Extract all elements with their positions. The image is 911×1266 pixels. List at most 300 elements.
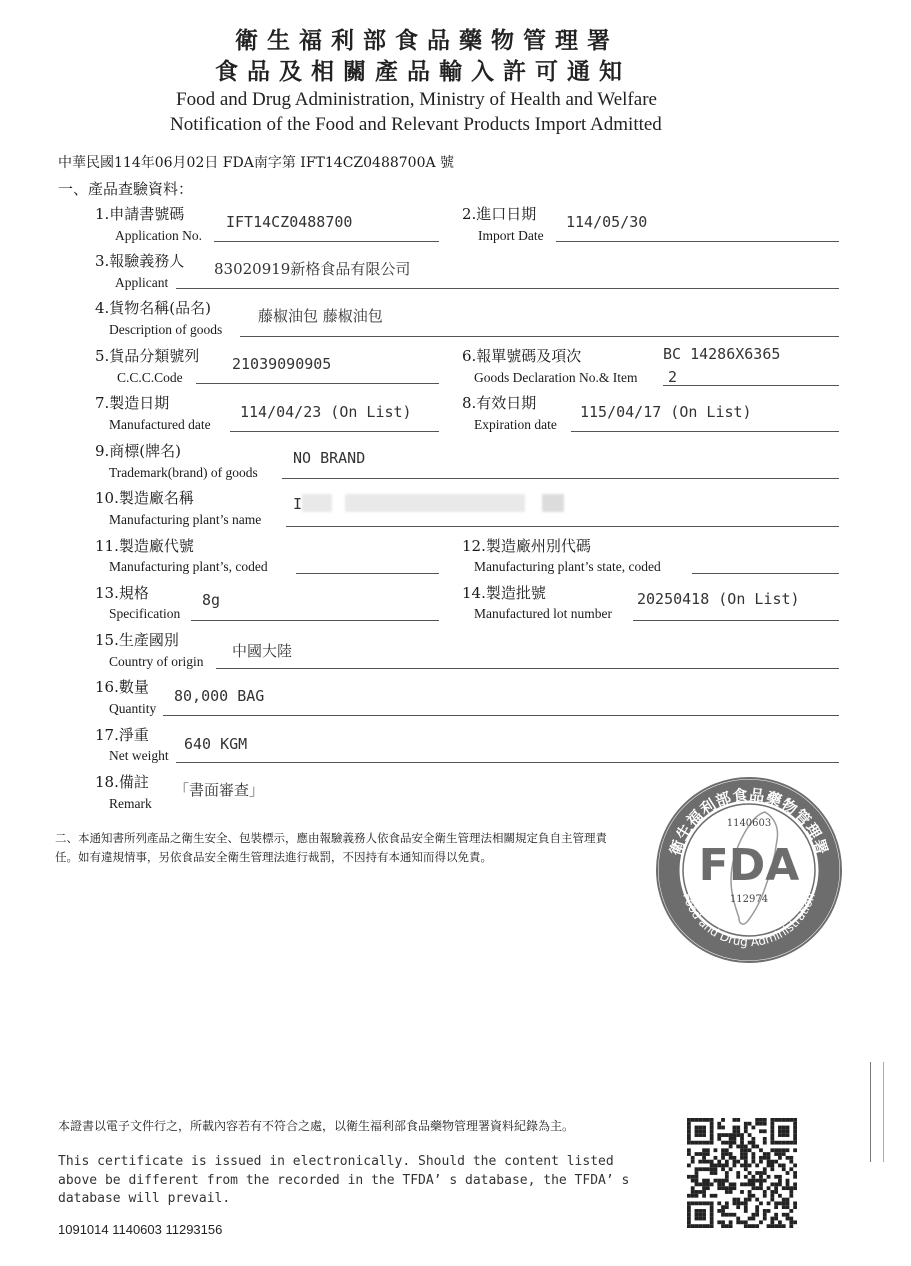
net-weight-label-zh: 17.淨重 — [95, 726, 149, 744]
qr-module — [702, 1194, 706, 1198]
title-en-document: Notification of the Food and Relevant Products Import Admitted — [170, 114, 662, 135]
qr-module — [770, 1137, 774, 1141]
qr-module — [687, 1141, 691, 1145]
qr-module — [763, 1171, 767, 1175]
qr-module — [751, 1217, 755, 1221]
qr-module — [770, 1126, 774, 1130]
qr-module — [751, 1156, 755, 1160]
qr-module — [778, 1220, 782, 1224]
qr-module — [717, 1201, 721, 1205]
qr-module — [698, 1141, 702, 1145]
qr-module — [778, 1194, 782, 1198]
qr-module — [691, 1201, 695, 1205]
edge-stamp-fragment — [870, 1062, 884, 1162]
qr-module — [774, 1224, 778, 1228]
qr-module — [721, 1205, 725, 1209]
qr-module — [751, 1182, 755, 1186]
qr-module — [770, 1217, 774, 1221]
declaration-line — [663, 385, 839, 386]
qr-module — [702, 1152, 706, 1156]
qr-module — [778, 1224, 782, 1228]
qr-module — [744, 1167, 748, 1171]
qr-module — [786, 1118, 790, 1122]
redaction-block-1 — [302, 494, 332, 512]
qr-module — [710, 1171, 714, 1175]
qr-module — [710, 1194, 714, 1198]
qr-module — [751, 1213, 755, 1217]
qr-module — [687, 1213, 691, 1217]
qr-module — [770, 1148, 774, 1152]
qr-module — [778, 1129, 782, 1133]
redaction-block-2 — [345, 494, 525, 512]
lot-number-label-zh: 14.製造批號 — [462, 584, 546, 602]
qr-module — [789, 1186, 793, 1190]
qr-module — [770, 1220, 774, 1224]
qr-module — [729, 1137, 733, 1141]
qr-module — [702, 1118, 706, 1122]
qr-module — [687, 1220, 691, 1224]
qr-module — [695, 1152, 699, 1156]
qr-module — [721, 1179, 725, 1183]
application-no-label-zh: 1.申請書號碼 — [95, 205, 185, 223]
qr-module — [778, 1133, 782, 1137]
qr-module — [748, 1217, 752, 1221]
qr-module — [786, 1217, 790, 1221]
qr-module — [740, 1164, 744, 1168]
qr-module — [740, 1152, 744, 1156]
qr-module — [755, 1209, 759, 1213]
description-line — [240, 336, 839, 337]
qr-module — [789, 1217, 793, 1221]
description-label-en: Description of goods — [109, 322, 223, 337]
manufactured-date-line — [230, 431, 439, 432]
qr-module — [714, 1148, 718, 1152]
qr-module — [740, 1133, 744, 1137]
qr-module — [714, 1156, 718, 1160]
qr-module — [725, 1186, 729, 1190]
qr-module — [725, 1175, 729, 1179]
qr-module — [793, 1182, 797, 1186]
qr-module — [763, 1156, 767, 1160]
specification-label-en: Specification — [109, 606, 181, 621]
qr-module — [733, 1126, 737, 1130]
remark-label-zh: 18.備註 — [95, 773, 149, 791]
qr-module — [725, 1148, 729, 1152]
qr-module — [733, 1160, 737, 1164]
qr-module — [729, 1156, 733, 1160]
qr-module — [789, 1220, 793, 1224]
qr-module — [748, 1164, 752, 1168]
qr-module — [725, 1224, 729, 1228]
qr-module — [695, 1171, 699, 1175]
seal-number-bottom: 112974 — [729, 894, 769, 905]
qr-module — [786, 1148, 790, 1152]
qr-module — [706, 1167, 710, 1171]
qr-module — [698, 1201, 702, 1205]
qr-module — [755, 1213, 759, 1217]
qr-module — [789, 1209, 793, 1213]
import-date-label-zh: 2.進口日期 — [462, 205, 537, 223]
qr-module — [736, 1126, 740, 1130]
plant-name-label-en: Manufacturing plant’s name — [109, 512, 262, 527]
qr-module — [759, 1118, 763, 1122]
qr-module — [793, 1141, 797, 1145]
qr-module — [733, 1164, 737, 1168]
qr-module — [751, 1179, 755, 1183]
qr-module — [759, 1129, 763, 1133]
qr-module — [789, 1160, 793, 1164]
qr-module — [774, 1152, 778, 1156]
qr-module — [763, 1137, 767, 1141]
qr-module — [748, 1190, 752, 1194]
declaration-item-value: 2 — [668, 368, 678, 386]
qr-module — [786, 1179, 790, 1183]
qr-module — [763, 1122, 767, 1126]
qr-module — [725, 1190, 729, 1194]
qr-module — [691, 1141, 695, 1145]
qr-module — [706, 1179, 710, 1183]
qr-module — [710, 1205, 714, 1209]
qr-module — [786, 1182, 790, 1186]
qr-module — [767, 1209, 771, 1213]
qr-module — [698, 1133, 702, 1137]
qr-module — [763, 1190, 767, 1194]
qr-module — [721, 1224, 725, 1228]
qr-module — [740, 1148, 744, 1152]
description-value: 藤椒油包 藤椒油包 — [258, 307, 383, 325]
qr-module — [770, 1224, 774, 1228]
qr-module — [744, 1175, 748, 1179]
qr-module — [687, 1152, 691, 1156]
qr-module — [782, 1126, 786, 1130]
qr-module — [770, 1141, 774, 1145]
qr-module — [793, 1137, 797, 1141]
qr-module — [767, 1201, 771, 1205]
qr-module — [698, 1217, 702, 1221]
qr-module — [744, 1126, 748, 1130]
qr-module — [736, 1175, 740, 1179]
qr-module — [755, 1179, 759, 1183]
qr-module — [755, 1122, 759, 1126]
manufactured-date-label-zh: 7.製造日期 — [95, 394, 170, 412]
qr-module — [691, 1194, 695, 1198]
qr-module — [786, 1141, 790, 1145]
qr-module — [774, 1182, 778, 1186]
qr-module — [759, 1201, 763, 1205]
qr-module — [695, 1167, 699, 1171]
qr-module — [774, 1186, 778, 1190]
qr-module — [702, 1126, 706, 1130]
qr-module — [706, 1201, 710, 1205]
qr-module — [767, 1160, 771, 1164]
qr-module — [748, 1224, 752, 1228]
qr-module — [793, 1171, 797, 1175]
qr-module — [774, 1190, 778, 1194]
qr-module — [744, 1220, 748, 1224]
qr-module — [740, 1182, 744, 1186]
net-weight-value: 640 KGM — [184, 735, 248, 753]
net-weight-line — [176, 762, 839, 763]
qr-module — [774, 1141, 778, 1145]
qr-module — [782, 1129, 786, 1133]
trademark-line — [282, 478, 839, 479]
qr-module — [793, 1126, 797, 1130]
qr-module — [786, 1198, 790, 1202]
qr-module — [786, 1156, 790, 1160]
qr-module — [698, 1209, 702, 1213]
qr-module — [706, 1152, 710, 1156]
qr-module — [744, 1209, 748, 1213]
qr-module — [793, 1148, 797, 1152]
qr-module — [702, 1190, 706, 1194]
qr-module — [744, 1156, 748, 1160]
qr-module — [725, 1213, 729, 1217]
qr-module — [740, 1201, 744, 1205]
qr-module — [744, 1152, 748, 1156]
qr-module — [687, 1148, 691, 1152]
qr-module — [774, 1148, 778, 1152]
qr-module — [770, 1198, 774, 1202]
qr-module — [736, 1205, 740, 1209]
qr-module — [767, 1152, 771, 1156]
qr-module — [751, 1194, 755, 1198]
lot-number-label-en: Manufactured lot number — [474, 606, 612, 621]
qr-module — [721, 1152, 725, 1156]
qr-module — [751, 1224, 755, 1228]
qr-module — [774, 1217, 778, 1221]
qr-module — [748, 1179, 752, 1183]
qr-module — [782, 1224, 786, 1228]
qr-module — [687, 1122, 691, 1126]
qr-module — [759, 1220, 763, 1224]
qr-module — [714, 1167, 718, 1171]
qr-module — [725, 1179, 729, 1183]
qr-module — [759, 1175, 763, 1179]
ccc-code-line — [196, 383, 439, 384]
qr-module — [778, 1175, 782, 1179]
plant-name-label-zh: 10.製造廠名稱 — [95, 489, 194, 507]
qr-module — [710, 1167, 714, 1171]
qr-module — [721, 1209, 725, 1213]
qr-module — [698, 1190, 702, 1194]
qr-module — [702, 1209, 706, 1213]
qr-module — [691, 1186, 695, 1190]
applicant-value: 83020919新格食品有限公司 — [214, 260, 411, 278]
qr-module — [793, 1129, 797, 1133]
qr-module — [740, 1220, 744, 1224]
qr-module — [770, 1164, 774, 1168]
import-date-value: 114/05/30 — [566, 213, 648, 231]
trademark-label-en: Trademark(brand) of goods — [109, 465, 258, 480]
qr-module — [702, 1160, 706, 1164]
qr-module — [751, 1126, 755, 1130]
qr-module — [721, 1220, 725, 1224]
lot-number-line — [633, 620, 839, 621]
seal-center-text: FDA — [698, 840, 800, 891]
qr-module — [744, 1164, 748, 1168]
qr-module — [759, 1186, 763, 1190]
applicant-line — [176, 288, 839, 289]
qr-module — [751, 1137, 755, 1141]
expiration-date-label-en: Expiration date — [474, 417, 557, 432]
qr-module — [717, 1126, 721, 1130]
qr-module — [789, 1194, 793, 1198]
qr-module — [789, 1190, 793, 1194]
qr-module — [733, 1118, 737, 1122]
qr-module — [782, 1201, 786, 1205]
qr-module — [710, 1209, 714, 1213]
qr-module — [786, 1129, 790, 1133]
quantity-line — [163, 715, 839, 716]
qr-module — [782, 1186, 786, 1190]
qr-module — [725, 1201, 729, 1205]
qr-module — [748, 1141, 752, 1145]
specification-value: 8g — [202, 591, 221, 609]
qr-module — [710, 1182, 714, 1186]
qr-module — [733, 1213, 737, 1217]
specification-line — [191, 620, 439, 621]
qr-module — [751, 1145, 755, 1149]
qr-module — [687, 1129, 691, 1133]
qr-module — [793, 1122, 797, 1126]
qr-module — [763, 1194, 767, 1198]
import-date-line — [556, 241, 839, 242]
seal-number-top: 1140603 — [726, 818, 772, 829]
qr-module — [786, 1201, 790, 1205]
qr-module — [763, 1152, 767, 1156]
qr-module — [774, 1213, 778, 1217]
title-en-agency: Food and Drug Administration, Ministry of Health and Welfare — [176, 89, 657, 110]
qr-module — [687, 1118, 691, 1122]
qr-module — [767, 1224, 771, 1228]
qr-module — [770, 1122, 774, 1126]
qr-module — [698, 1152, 702, 1156]
qr-module — [770, 1190, 774, 1194]
qr-module — [710, 1160, 714, 1164]
qr-module — [778, 1118, 782, 1122]
qr-module — [714, 1194, 718, 1198]
qr-module — [744, 1145, 748, 1149]
qr-module — [782, 1164, 786, 1168]
country-label-en: Country of origin — [109, 654, 204, 669]
qr-module — [786, 1171, 790, 1175]
description-label-zh: 4.貨物名稱(品名) — [95, 299, 212, 317]
qr-module — [710, 1220, 714, 1224]
qr-module — [706, 1182, 710, 1186]
qr-module — [736, 1220, 740, 1224]
qr-module — [710, 1201, 714, 1205]
qr-module — [687, 1224, 691, 1228]
qr-module — [721, 1213, 725, 1217]
qr-module — [736, 1171, 740, 1175]
qr-module — [733, 1182, 737, 1186]
qr-module — [706, 1118, 710, 1122]
plant-name-value: I — [293, 495, 303, 513]
qr-module — [763, 1118, 767, 1122]
qr-module — [759, 1182, 763, 1186]
qr-module — [710, 1126, 714, 1130]
qr-module — [767, 1175, 771, 1179]
qr-module — [763, 1167, 767, 1171]
qr-module — [710, 1164, 714, 1168]
manufactured-date-label-en: Manufactured date — [109, 417, 211, 432]
qr-module — [702, 1167, 706, 1171]
qr-module — [774, 1118, 778, 1122]
application-no-value: IFT14CZ0488700 — [226, 213, 353, 231]
qr-module — [729, 1220, 733, 1224]
qr-module — [714, 1164, 718, 1168]
qr-module — [695, 1118, 699, 1122]
qr-module — [687, 1164, 691, 1168]
qr-module — [717, 1179, 721, 1183]
qr-module — [725, 1160, 729, 1164]
qr-module — [789, 1118, 793, 1122]
qr-module — [695, 1217, 699, 1221]
qr-module — [695, 1126, 699, 1130]
qr-module — [729, 1133, 733, 1137]
qr-module — [774, 1201, 778, 1205]
qr-module — [770, 1182, 774, 1186]
qr-module — [793, 1205, 797, 1209]
ccc-code-value: 21039090905 — [232, 355, 332, 373]
qr-module — [786, 1133, 790, 1137]
plant-code-label-en: Manufacturing plant’s, coded — [109, 559, 268, 574]
qr-module — [763, 1129, 767, 1133]
qr-module — [759, 1148, 763, 1152]
qr-module — [721, 1156, 725, 1160]
qr-module — [740, 1137, 744, 1141]
qr-module — [770, 1160, 774, 1164]
qr-module — [725, 1164, 729, 1168]
qr-module — [763, 1209, 767, 1213]
qr-module — [721, 1126, 725, 1130]
qr-module — [740, 1141, 744, 1145]
qr-module — [729, 1224, 733, 1228]
remark-label-en: Remark — [109, 796, 152, 811]
qr-module — [736, 1118, 740, 1122]
qr-module — [733, 1201, 737, 1205]
qr-module — [717, 1209, 721, 1213]
qr-module — [710, 1122, 714, 1126]
import-date-label-en: Import Date — [478, 228, 544, 243]
qr-module — [789, 1224, 793, 1228]
qr-module — [725, 1205, 729, 1209]
qr-module — [698, 1126, 702, 1130]
qr-module — [729, 1213, 733, 1217]
qr-module — [744, 1201, 748, 1205]
qr-module — [782, 1213, 786, 1217]
country-label-zh: 15.生產國別 — [95, 631, 179, 649]
qr-module — [702, 1224, 706, 1228]
country-line — [216, 668, 839, 669]
ccc-code-label-zh: 5.貨品分類號列 — [95, 347, 200, 365]
qr-module — [740, 1156, 744, 1160]
qr-module — [751, 1160, 755, 1164]
specification-label-zh: 13.規格 — [95, 584, 149, 602]
qr-module — [759, 1160, 763, 1164]
qr-module — [733, 1137, 737, 1141]
trademark-label-zh: 9.商標(牌名) — [95, 442, 182, 460]
qr-module — [710, 1217, 714, 1221]
qr-module — [778, 1182, 782, 1186]
qr-module — [710, 1213, 714, 1217]
qr-module — [702, 1182, 706, 1186]
plant-state-line — [692, 573, 839, 574]
seal-ring-bottom-text: Food and Drug Administration — [680, 891, 818, 950]
footer-note-zh: 本證書以電子文件行之，所載內容若有不符合之處，以衛生福利部食品藥物管理署資料紀錄為主。 — [58, 1119, 575, 1133]
qr-module — [717, 1220, 721, 1224]
reference-line: 中華民國114年06月02日 FDA南字第 IFT14CZ0488700A 號 — [58, 155, 455, 171]
